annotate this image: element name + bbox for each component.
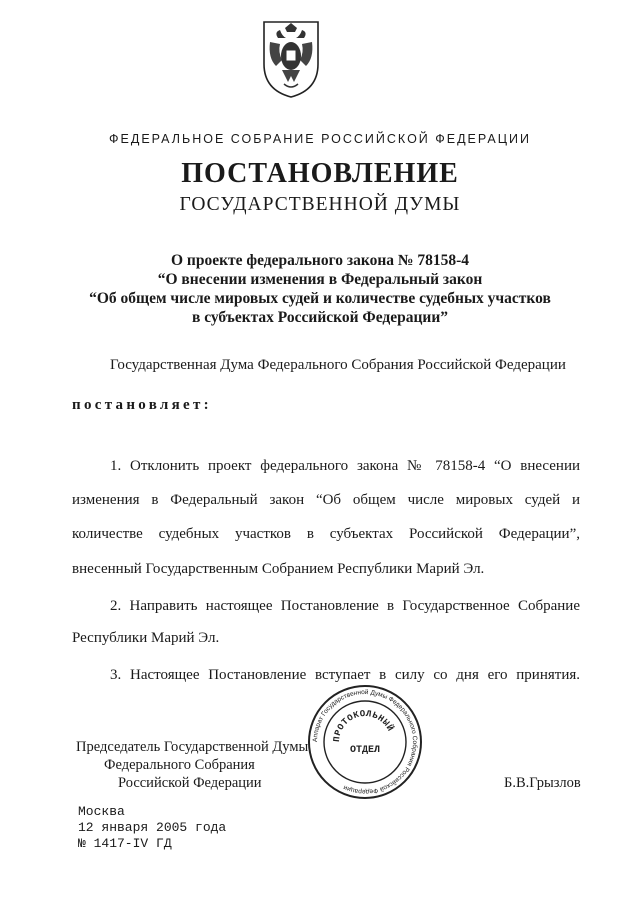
subject-line: в субъектах Российской Федерации” [191,309,449,326]
paragraph-1-line: количестве судебных участков в субъектах Российской Федерации”, [72,526,580,542]
signer-title-line: Российской Федерации [118,775,262,791]
document-type-title: ПОСТАНОВЛЕНИЕ [181,158,459,189]
paragraph-1-line: 1. Отклонить проект федерального закона № 78158-4 “О внесении [110,458,580,474]
paragraph-2-line: Республики Марий Эл. [72,630,220,646]
coat-of-arms-emblem [260,18,322,100]
issue-date: 12 января 2005 года [78,820,227,835]
parliament-name: ФЕДЕРАЛЬНОЕ СОБРАНИЕ РОССИЙСКОЙ ФЕДЕРАЦИИ [109,132,531,146]
stamp-outer-text: Аппарат Государственной Думы Федерального Собрания Российской Федерации [311,688,419,796]
signer-title-line: Председатель Государственной Думы [76,739,309,755]
official-stamp [305,682,425,802]
subject-line: “О внесении изменения в Федеральный закон [157,271,483,288]
paragraph-2-line: 2. Направить настоящее Постановление в Государственное Собрание [110,598,580,614]
document-number: № 1417-IV ГД [78,836,172,851]
preamble-text: Государственная Дума Федерального Собрания Российской Федерации [110,357,566,373]
subject-line: О проекте федерального закона № 78158-4 [170,252,469,269]
signer-name: Б.В.Грызлов [504,775,581,791]
paragraph-1-line: изменения в Федеральный закон “Об общем числе мировых судей и [72,492,580,508]
paragraph-1-line: внесенный Государственным Собранием Республики Марий Эл. [72,561,485,577]
svg-text:Аппарат Государственной Думы Ф [312,688,419,795]
subject-line: “Об общем числе мировых судей и количестве судебных участков [89,290,551,307]
stamp-ring-text: ПРОТОКОЛЬНЫЙ [331,708,396,743]
signer-title-line: Федерального Собрания [104,757,255,773]
paragraph-3-line: 3. Настоящее Постановление вступает в силу со дня его принятия. [110,667,580,683]
issue-city: Москва [78,804,125,819]
stamp-center-text: ОТДЕЛ [349,745,381,756]
resolves-word: постановляет: [72,397,212,413]
document-issuer: ГОСУДАРСТВЕННОЙ ДУМЫ [179,194,461,215]
svg-text:ПРОТОКОЛЬНЫЙ [332,709,396,743]
